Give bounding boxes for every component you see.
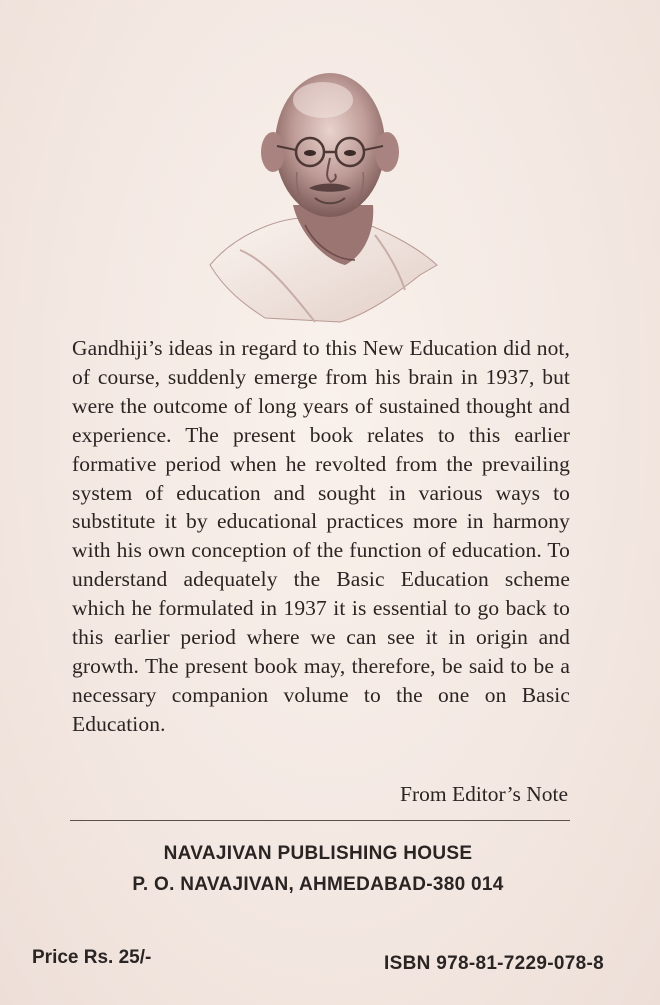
publisher-address: P. O. NAVAJIVAN, AHMEDABAD-380 014 — [132, 874, 504, 895]
blurb-source: From Editor’s Note — [399, 782, 568, 806]
publisher-name: NAVAJIVAN PUBLISHING HOUSE — [163, 843, 473, 864]
divider-line — [70, 820, 570, 821]
price-label: Price Rs. 25/- — [32, 947, 152, 968]
isbn-label: ISBN 978-81-7229-078-8 — [384, 953, 604, 974]
blurb-text: Gandhiji’s ideas in regard to this New Education did not, of course, suddenly emerge from his brain in 1937, but were the outcome of long years of sustained thought and experience. The present book relates to this earlier formative period when he revolted from the prevailing system of education and sought in various ways to substitute it by educational practices more in harmony with his own conception of the function of education. To understand adequately the Basic Education scheme which he formulated in 1937 it is essential to go back to this earlier period where we can see it in origin and growth. The present book may, therefore, be said to be a necessary companion volume to the one on Basic Education. — [72, 336, 570, 736]
portrait-illustration — [205, 60, 445, 325]
